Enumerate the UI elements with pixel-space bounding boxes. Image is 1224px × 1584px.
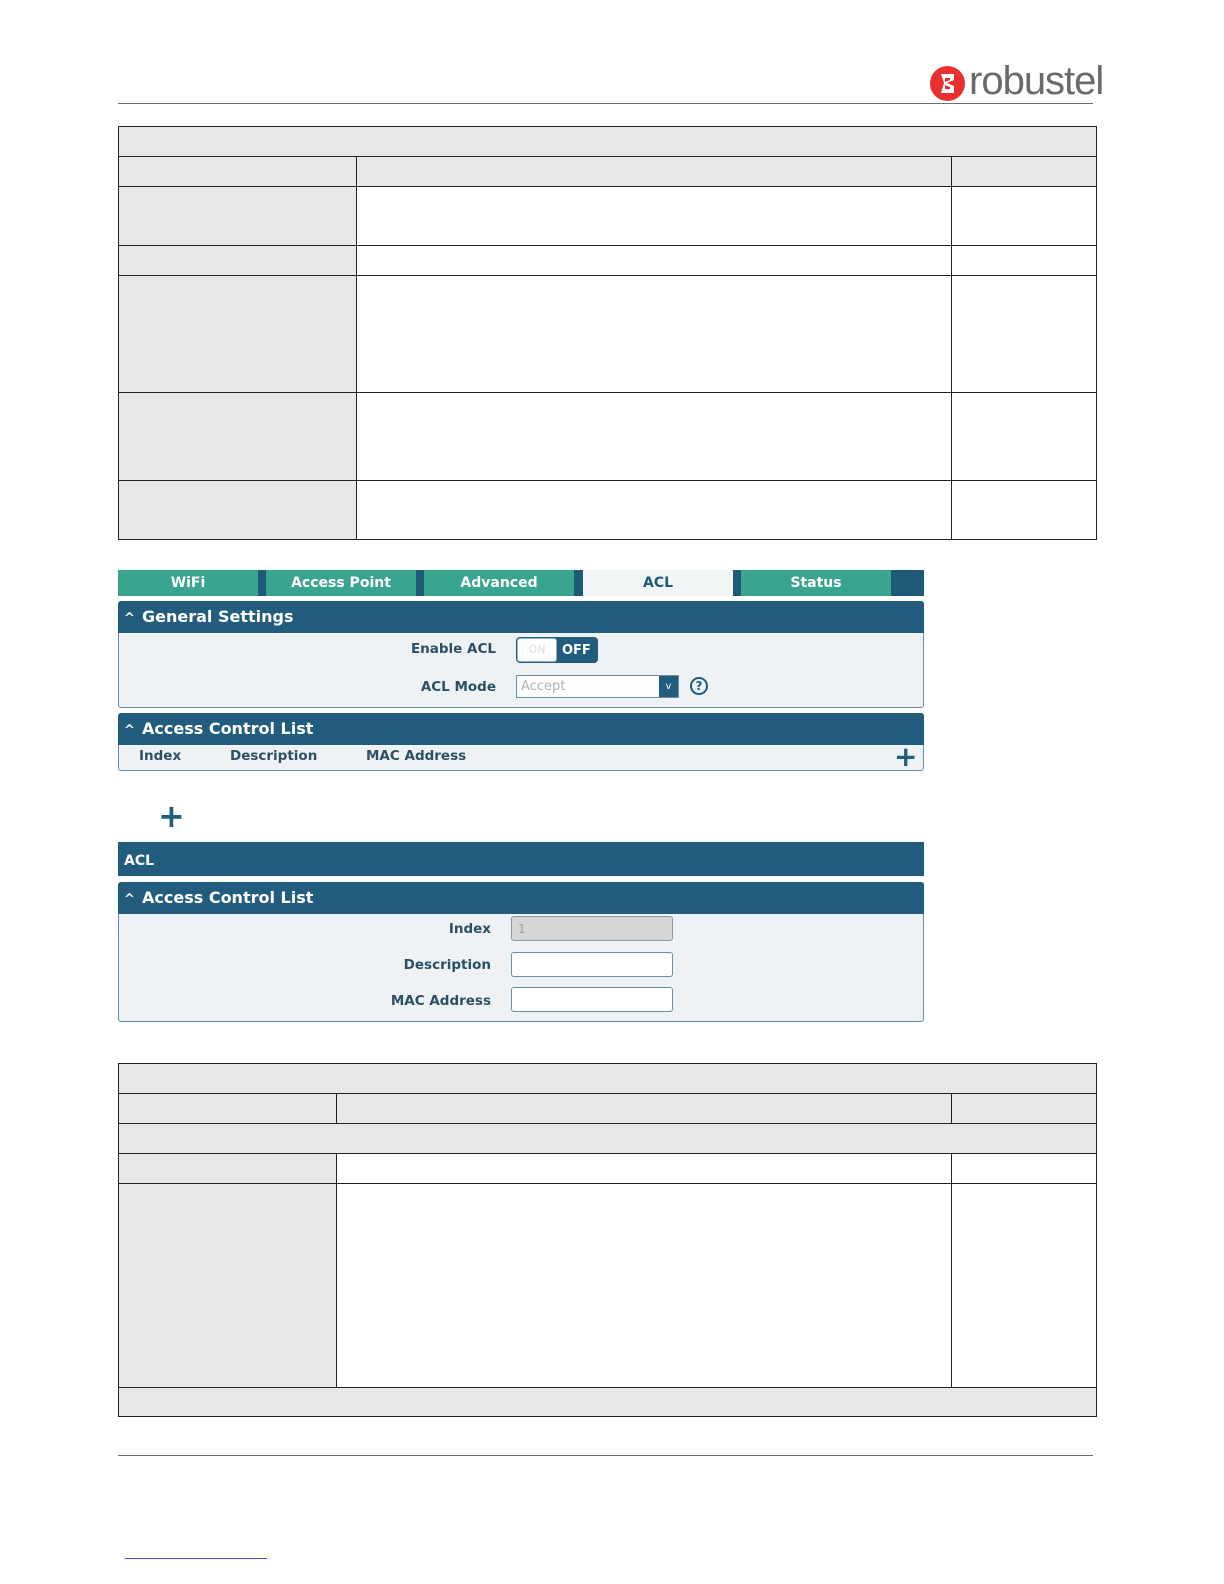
table-desc-cell [357,393,952,481]
logo-mark-icon [930,66,965,101]
acl-form-header [118,842,924,876]
toggle-state-text: OFF [562,643,591,658]
parameter-table-top [118,126,1097,540]
table-desc-cell [337,1184,952,1388]
general-settings-title: General Settings [142,607,294,626]
logo-text: robustel [969,59,1104,103]
toggle-knob: ON [517,638,557,662]
index-label: Index [448,921,491,937]
chevron-up-icon: ^ [124,611,135,626]
add-icon: + [158,797,185,835]
table-footer-row [119,1388,1097,1417]
table-item-cell [119,481,357,540]
table-header-cell [952,157,1097,187]
tab-wifi[interactable]: WiFi [118,570,258,596]
table-item-cell [119,393,357,481]
description-label: Description [403,957,491,973]
table-desc-cell [357,246,952,276]
acl-form-list-header[interactable] [118,882,924,914]
table-desc-cell [357,276,952,393]
general-settings-header[interactable] [118,601,924,633]
chevron-down-icon: v [659,676,678,697]
table-desc-cell [357,481,952,540]
chevron-up-icon: ^ [124,723,135,738]
table-item-cell [119,276,357,393]
description-field[interactable] [511,952,673,977]
table-default-cell [952,1154,1097,1184]
column-header-description: Description [230,748,318,764]
table-default-cell [952,393,1097,481]
chevron-up-icon: ^ [124,892,135,907]
table-title-row [119,1064,1097,1094]
parameter-table-bottom [118,1063,1097,1417]
tab-access-point[interactable]: Access Point [266,570,416,596]
table-default-cell [952,481,1097,540]
column-header-index: Index [139,748,182,764]
acl-mode-label: ACL Mode [420,679,496,695]
acl-list-header[interactable] [118,713,924,745]
table-item-cell [119,1184,337,1388]
table-default-cell [952,1184,1097,1388]
tab-advanced[interactable]: Advanced [424,570,574,596]
robustel-logo [930,59,1104,104]
enable-acl-toggle[interactable] [516,637,598,663]
acl-form-header-title: ACL [124,853,155,869]
tab-status[interactable]: Status [741,570,891,596]
table-item-cell [119,187,357,246]
add-row-icon[interactable]: + [894,740,918,773]
table-header-cell [119,1094,337,1124]
table-default-cell [952,187,1097,246]
acl-form-list-title: Access Control List [142,888,314,907]
tab-bar [118,570,924,596]
index-field[interactable] [511,916,673,941]
table-header-cell [337,1094,952,1124]
enable-acl-label: Enable ACL [410,641,496,657]
table-desc-cell [357,187,952,246]
table-header-cell [952,1094,1097,1124]
table-item-cell [119,246,357,276]
mac-address-label: MAC Address [390,993,491,1009]
header-rule [118,103,1093,104]
acl-mode-select[interactable] [516,675,679,698]
index-value: 1 [518,922,526,936]
footer-link-underline[interactable] [125,1558,267,1559]
help-icon[interactable]: ? [690,677,708,695]
table-desc-cell [337,1154,952,1184]
table-header-cell [357,157,952,187]
acl-mode-value: Accept [521,679,566,694]
tab-acl[interactable]: ACL [583,570,733,596]
table-item-cell [119,1154,337,1184]
table-default-cell [952,246,1097,276]
column-header-mac-address: MAC Address [366,748,467,764]
table-header-cell [119,157,357,187]
acl-list-title: Access Control List [142,719,314,738]
mac-address-field[interactable] [511,987,673,1012]
table-section-row [119,1124,1097,1154]
table-title-row [119,127,1097,157]
footer-rule [118,1455,1093,1456]
table-default-cell [952,276,1097,393]
